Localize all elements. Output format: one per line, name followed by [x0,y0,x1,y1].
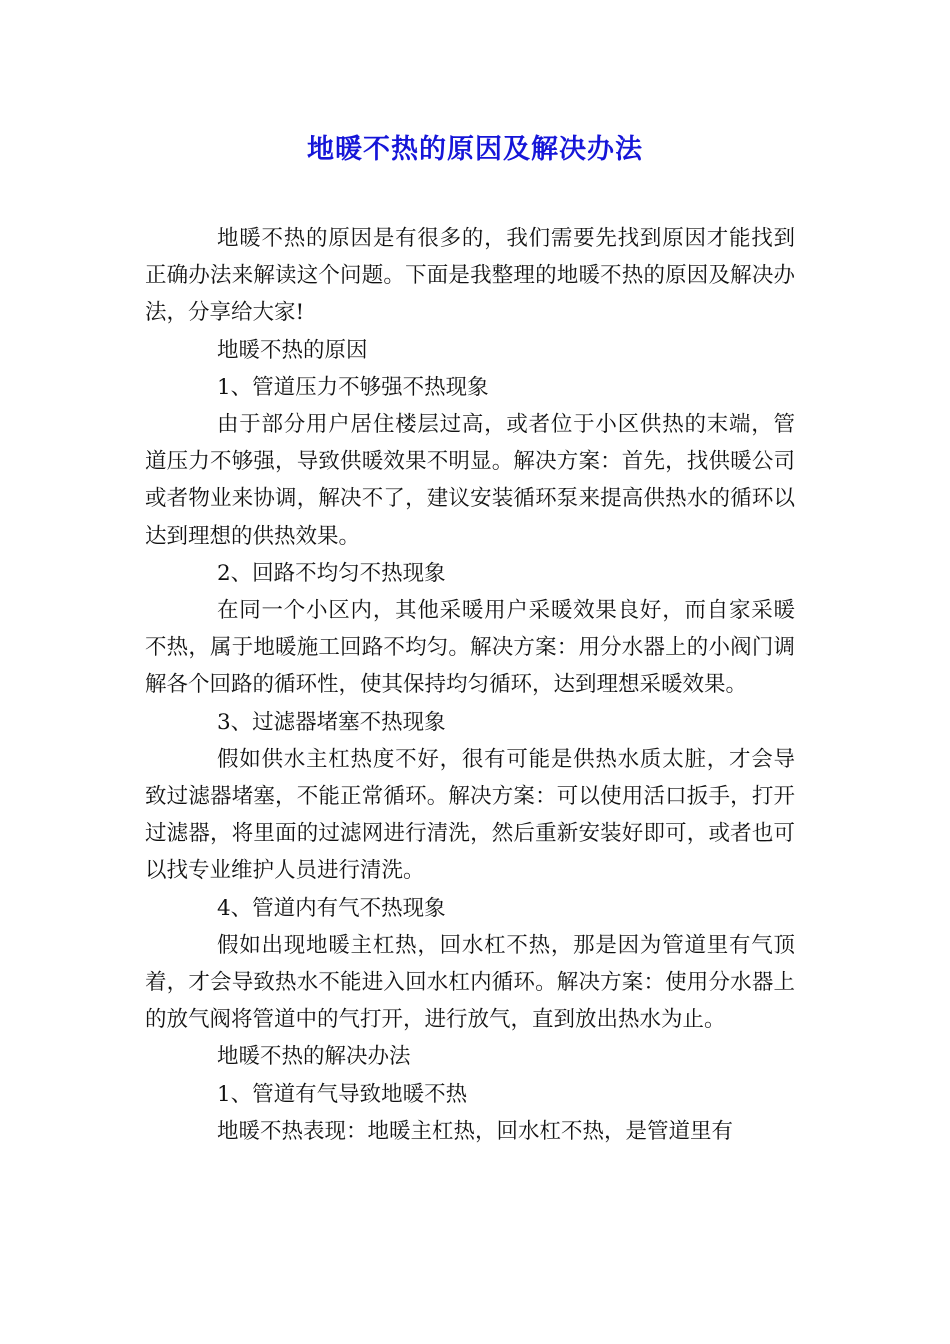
item-heading-1: 1、管道压力不够强不热现象 [217,374,489,400]
document-body [145,220,795,1150]
item-heading-3: 3、过滤器堵塞不热现象 [217,709,446,735]
paragraph-intro: 地暖不热的原因是有很多的，我们需要先找到原因才能找到正确办法来解读这个问题。下面是我整理的地暖不热的原因及解决办法，分享给大家! [145,226,795,326]
solution-heading-1: 1、管道有气导致地暖不热 [217,1081,468,1107]
item-heading-4: 4、管道内有气不热现象 [217,895,446,921]
item-heading-2: 2、回路不均匀不热现象 [217,560,446,586]
section-heading-causes: 地暖不热的原因 [217,337,368,363]
document-title: 地暖不热的原因及解决办法 [307,134,643,165]
paragraph-item-3: 假如供水主杠热度不好，很有可能是供热水质太脏，才会导致过滤器堵塞，不能正常循环。解决方案：可以使用活口扳手，打开过滤器，将里面的过滤网进行清洗，然后重新安装好即可，或者也可以找专业维护人员进行清洗。 [145,746,795,884]
paragraph-item-1: 由于部分用户居住楼层过高，或者位于小区供热的末端，管道压力不够强，导致供暖效果不明显。解决方案：首先，找供暖公司或者物业来协调，解决不了，建议安装循环泵来提高供热水的循环以达到理想的供热效果。 [145,412,795,549]
section-heading-solutions: 地暖不热的解决办法 [217,1044,411,1070]
paragraph-item-4: 假如出现地暖主杠热，回水杠不热，那是因为管道里有气顶着，才会导致热水不能进入回水杠内循环。解决方案：使用分水器上的放气阀将管道中的气打开，进行放气，直到放出热水为止。 [145,932,795,1033]
paragraph-item-2: 在同一个小区内，其他采暖用户采暖效果良好，而自家采暖不热，属于地暖施工回路不均匀。解决方案：用分水器上的小阀门调解各个回路的循环性，使其保持均匀循环，达到理想采暖效果。 [145,598,795,698]
paragraph-solution-1: 地暖不热表现：地暖主杠热，回水杠不热，是管道里有 [217,1118,734,1144]
